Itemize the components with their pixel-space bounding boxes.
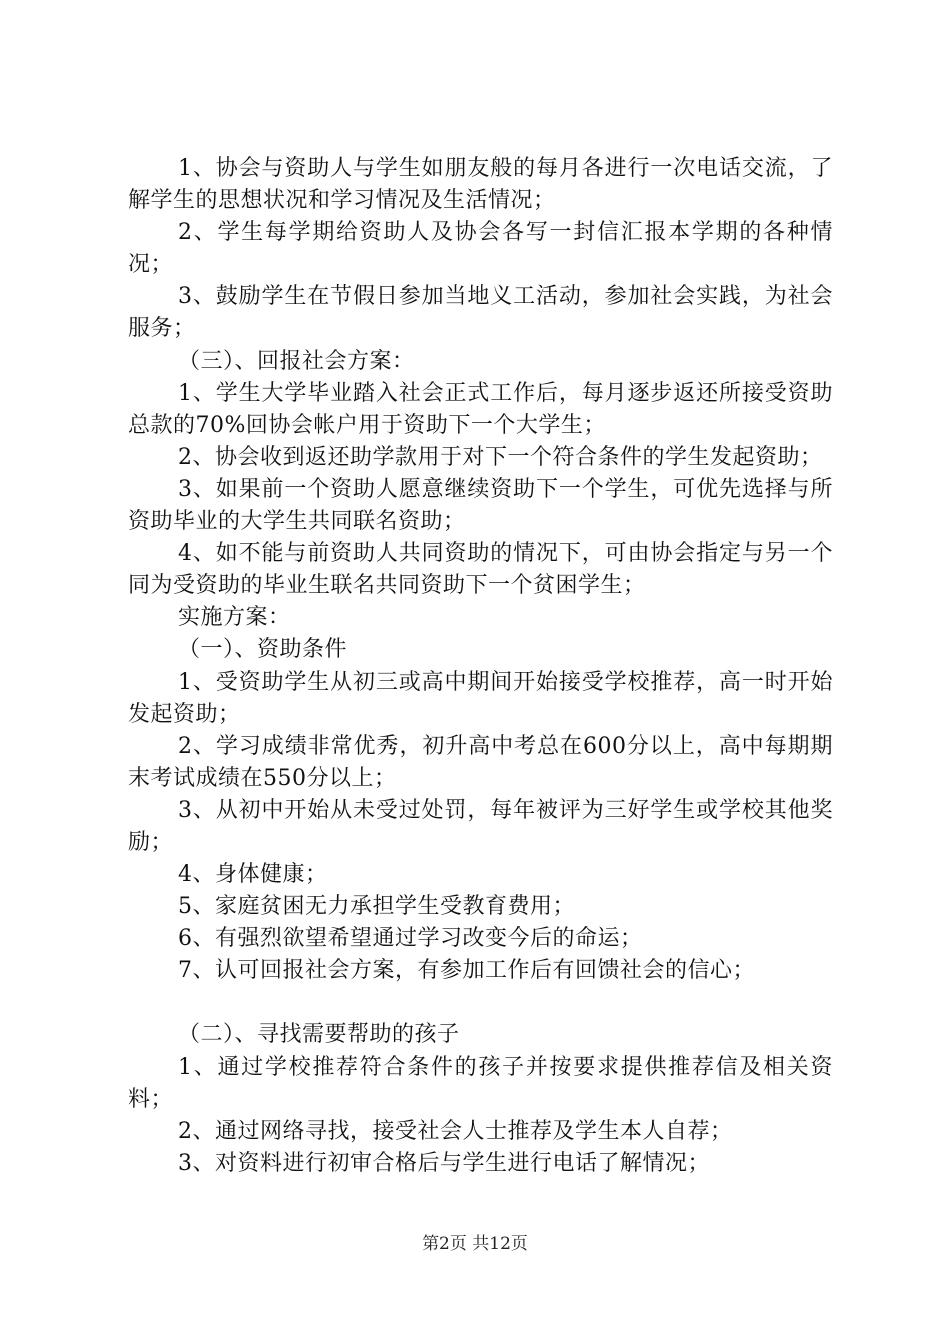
paragraph-spacer: [128, 987, 833, 1019]
paragraph-condition-2: 2、学习成绩非常优秀，初升高中考总在600分以上，高中每期期末考试成绩在550分以上；: [128, 733, 833, 791]
paragraph-find-1: 1、通过学校推荐符合条件的孩子并按要求提供推荐信及相关资料；: [128, 1054, 833, 1112]
paragraph-repay-1: 1、学生大学毕业踏入社会正式工作后，每月逐步返还所接受资助总款的70%回协会帐户用于资助下一个大学生；: [128, 380, 833, 438]
section-heading-implementation: 实施方案：: [178, 605, 291, 631]
paragraph-condition-3: 3、从初中开始从未受过处罚，每年被评为三好学生或学校其他奖励；: [128, 797, 833, 855]
section-heading-find-children: （二）、寻找需要帮助的孩子: [178, 1022, 460, 1048]
document-body: [128, 153, 833, 1180]
paragraph-letter: 2、学生每学期给资助人及协会各写一封信汇报本学期的各种情况；: [128, 220, 833, 278]
paragraph-repay-2: 2、协会收到返还助学款用于对下一个符合条件的学生发起资助；: [178, 444, 823, 470]
section-heading-conditions: （一）、资助条件: [178, 637, 348, 663]
paragraph-find-3: 3、对资料进行初审合格后与学生进行电话了解情况；: [178, 1150, 710, 1176]
paragraph-condition-4: 4、身体健康；: [178, 862, 328, 888]
page-footer: 第2页 共12页: [422, 1234, 528, 1254]
section-heading-repay: （三）、回报社会方案：: [178, 348, 415, 374]
paragraph-contact: 1、协会与资助人与学生如朋友般的每月各进行一次电话交流，了解学生的思想状况和学习情况及生活情况；: [128, 156, 833, 214]
paragraph-condition-1: 1、受资助学生从初三或高中期间开始接受学校推荐，高一时开始发起资助；: [128, 669, 833, 727]
paragraph-condition-6: 6、有强烈欲望希望通过学习改变今后的命运；: [178, 926, 643, 952]
paragraph-condition-5: 5、家庭贫困无力承担学生受教育费用；: [178, 894, 575, 920]
paragraph-find-2: 2、通过网络寻找，接受社会人士推荐及学生本人自荐；: [178, 1118, 733, 1144]
paragraph-repay-4: 4、如不能与前资助人共同资助的情况下，可由协会指定与另一个同为受资助的毕业生联名共同资助下一个贫困学生；: [128, 541, 833, 599]
paragraph-repay-3: 3、如果前一个资助人愿意继续资助下一个学生，可优先选择与所资助毕业的大学生共同联名资助；: [128, 476, 833, 535]
paragraph-condition-7: 7、认可回报社会方案，有参加工作后有回馈社会的信心；: [178, 958, 755, 984]
paragraph-volunteer: 3、鼓励学生在节假日参加当地义工活动，参加社会实践，为社会服务；: [128, 284, 833, 342]
